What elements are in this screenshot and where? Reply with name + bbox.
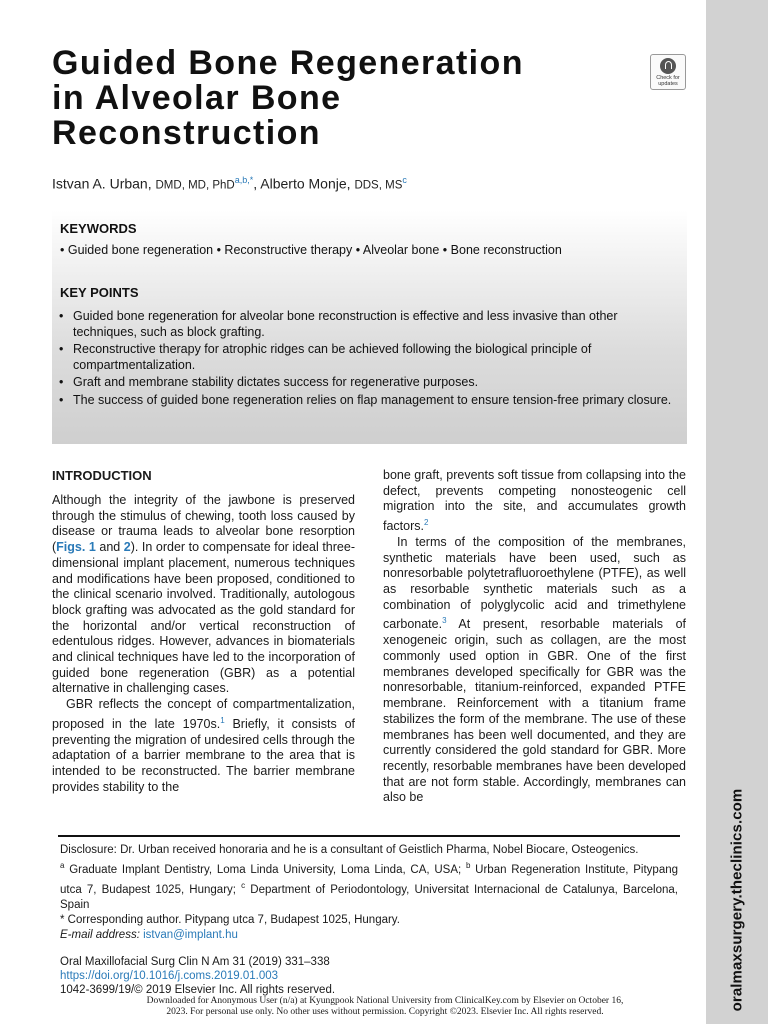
copyright-line: 1042-3699/19/© 2019 Elsevier Inc. All rights reserved. (60, 984, 336, 996)
article-title (52, 46, 652, 151)
figure-link-1[interactable]: Figs. 1 (56, 540, 96, 555)
author-separator: , (253, 175, 258, 192)
journal-url[interactable]: oralmaxsurgery.theclinics.com (728, 788, 746, 1012)
author-line (52, 175, 407, 192)
crossmark-text: Check for updates (656, 75, 680, 87)
key-point-item: • Reconstructive therapy for atrophic ridges can be achieved following the biological principle of compartmentalization. (57, 342, 677, 373)
body-paragraph (383, 535, 686, 806)
reference-link-1[interactable]: 1 (220, 715, 225, 725)
author-1-degrees: DMD, MD, PhD (155, 179, 235, 192)
paragraph-text: Briefly, it consists of preventing the migration of undesired cells through the adaptation of a barrier membrane to the area that is intended to be reconstructed. The barrier membrane provides stability to the (52, 717, 356, 794)
download-notice (60, 996, 710, 1018)
paragraph-text: At present, resorbable materials of xenogeneic origin, such as collagen, are the most commonly used option in GBR. One of the first membranes developed specifically for GBR was the nonresorbable, titanium-reinforced, expanded PTFE membrane. Reinforcement with a titanium frame stabilizes the form of the membrane. The use of these membranes has been well documented, and they are currently considered the gold standard for GBR. More recently, resorbable membranes have been developed that are not form stable. Accordingly, membranes can also be (383, 617, 686, 805)
keywords-heading: KEYWORDS (60, 221, 137, 236)
footnote-divider (58, 835, 680, 837)
journal-citation: Oral Maxillofacial Surg Clin N Am 31 (2019) 331–338 (60, 956, 330, 968)
affiliations (60, 858, 678, 913)
author-2-affiliations[interactable]: c (402, 175, 407, 185)
figure-link-2[interactable]: 2 (123, 540, 131, 555)
author-2-degrees: DDS, MS (354, 179, 403, 192)
body-paragraph (52, 697, 355, 795)
reference-link-3[interactable]: 3 (442, 616, 447, 626)
affiliation-marker: a (60, 861, 65, 870)
body-column-left (52, 468, 355, 796)
section-heading-introduction: INTRODUCTION (52, 468, 152, 483)
affiliation-text: Graduate Implant Dentistry, Loma Linda University, Loma Linda, CA, USA; (64, 863, 466, 876)
body-paragraph (383, 468, 686, 535)
email-label: E-mail address: (60, 928, 140, 941)
citation-block (60, 955, 335, 997)
paragraph-text: bone graft, prevents soft tissue from collapsing into the defect, prevents competing nonosteogenic cell migration into the site, and accumulates growth factors. (383, 468, 686, 534)
paragraph-text: In terms of the composition of the membranes, synthetic materials have been used, such as nonresorbable polytetrafluoroethylene (PTFE), as well as resorbable synthetic materials such as a combination of polyglycolic acid and trimethylene carbonate. (383, 534, 686, 632)
affiliation-text: Urban Regeneration Institute, Pitypang utca 7, Budapest 1025, Hungary; (60, 863, 679, 896)
author-2-name: Alberto Monje, (260, 175, 351, 192)
paragraph-text: and (95, 540, 124, 555)
key-points-list (57, 309, 677, 410)
key-point-item: • Guided bone regeneration for alveolar bone reconstruction is effective and less invasive than other techniques, such as block grafting. (57, 309, 677, 340)
download-notice-line-1: Downloaded for Anonymous User (n/a) at Kyungpook National University from ClinicalKey.com by Elsevier on October 16, (146, 996, 624, 1006)
key-points-heading: KEY POINTS (60, 285, 139, 300)
crossmark-icon (660, 58, 676, 74)
affiliation-marker: c (241, 880, 246, 890)
body-paragraph (52, 493, 355, 697)
author-1-name: Istvan A. Urban, (52, 175, 152, 192)
doi-link[interactable]: https://doi.org/10.1016/j.coms.2019.01.003 (60, 970, 279, 982)
title-line-2: in Alveolar Bone (52, 79, 342, 117)
affiliation-text: Department of Periodontology, Universitat Internacional de Catalunya, Barcelona, Spain (60, 883, 678, 911)
email-link[interactable]: istvan@implant.hu (143, 928, 238, 941)
title-line-1: Guided Bone Regeneration (52, 44, 524, 82)
footnotes (60, 843, 678, 943)
crossmark-badge[interactable] (650, 54, 686, 90)
author-1-affiliations[interactable]: a,b,* (234, 175, 254, 185)
key-point-item: • Graft and membrane stability dictates success for regenerative purposes. (57, 375, 677, 391)
disclosure-text: Disclosure: Dr. Urban received honoraria and he is a consultant of Geistlich Pharma, Nobel Biocare, Osteogenics. (60, 844, 639, 856)
reference-link-2[interactable]: 2 (424, 518, 429, 528)
paragraph-text: ). In order to compensate for ideal three-dimensional implant placement, numerous techniques and modifications have been proposed, conditioned to the clinical scenario involved. Traditionally, autologous block grafting was advocated as the gold standard for the horizontal and/or vertical reconstruction of edentulous ridges. However, advances in biomaterials and clinical techniques have led to the incorporation of guided bone regeneration (GBR) as a potential alternative in challenging cases. (52, 540, 355, 696)
corresponding-author: * Corresponding author. Pitypang utca 7, Budapest 1025, Hungary. (60, 913, 400, 926)
email-line (60, 928, 678, 943)
body-column-right (383, 468, 686, 806)
download-notice-line-2: 2023. For personal use only. No other uses without permission. Copyright ©2023. Elsevier Inc. All rights reserved. (166, 1007, 604, 1017)
paragraph-text: GBR reflects the concept of compartmentalization, proposed in the late 1970s. (52, 697, 355, 731)
paragraph-text: Although the integrity of the jawbone is preserved through the stimulus of chewing, tooth loss caused by disease or trauma leads to alveolar bone resorption ( (52, 493, 355, 555)
key-point-item: • The success of guided bone regeneration relies on flap management to ensure tension-free primary closure. (57, 393, 677, 409)
title-line-3: Reconstruction (52, 114, 321, 152)
affiliation-marker: b (465, 861, 471, 870)
keywords-list: • Guided bone regeneration • Reconstructive therapy • Alveolar bone • Bone reconstruction (60, 243, 562, 257)
